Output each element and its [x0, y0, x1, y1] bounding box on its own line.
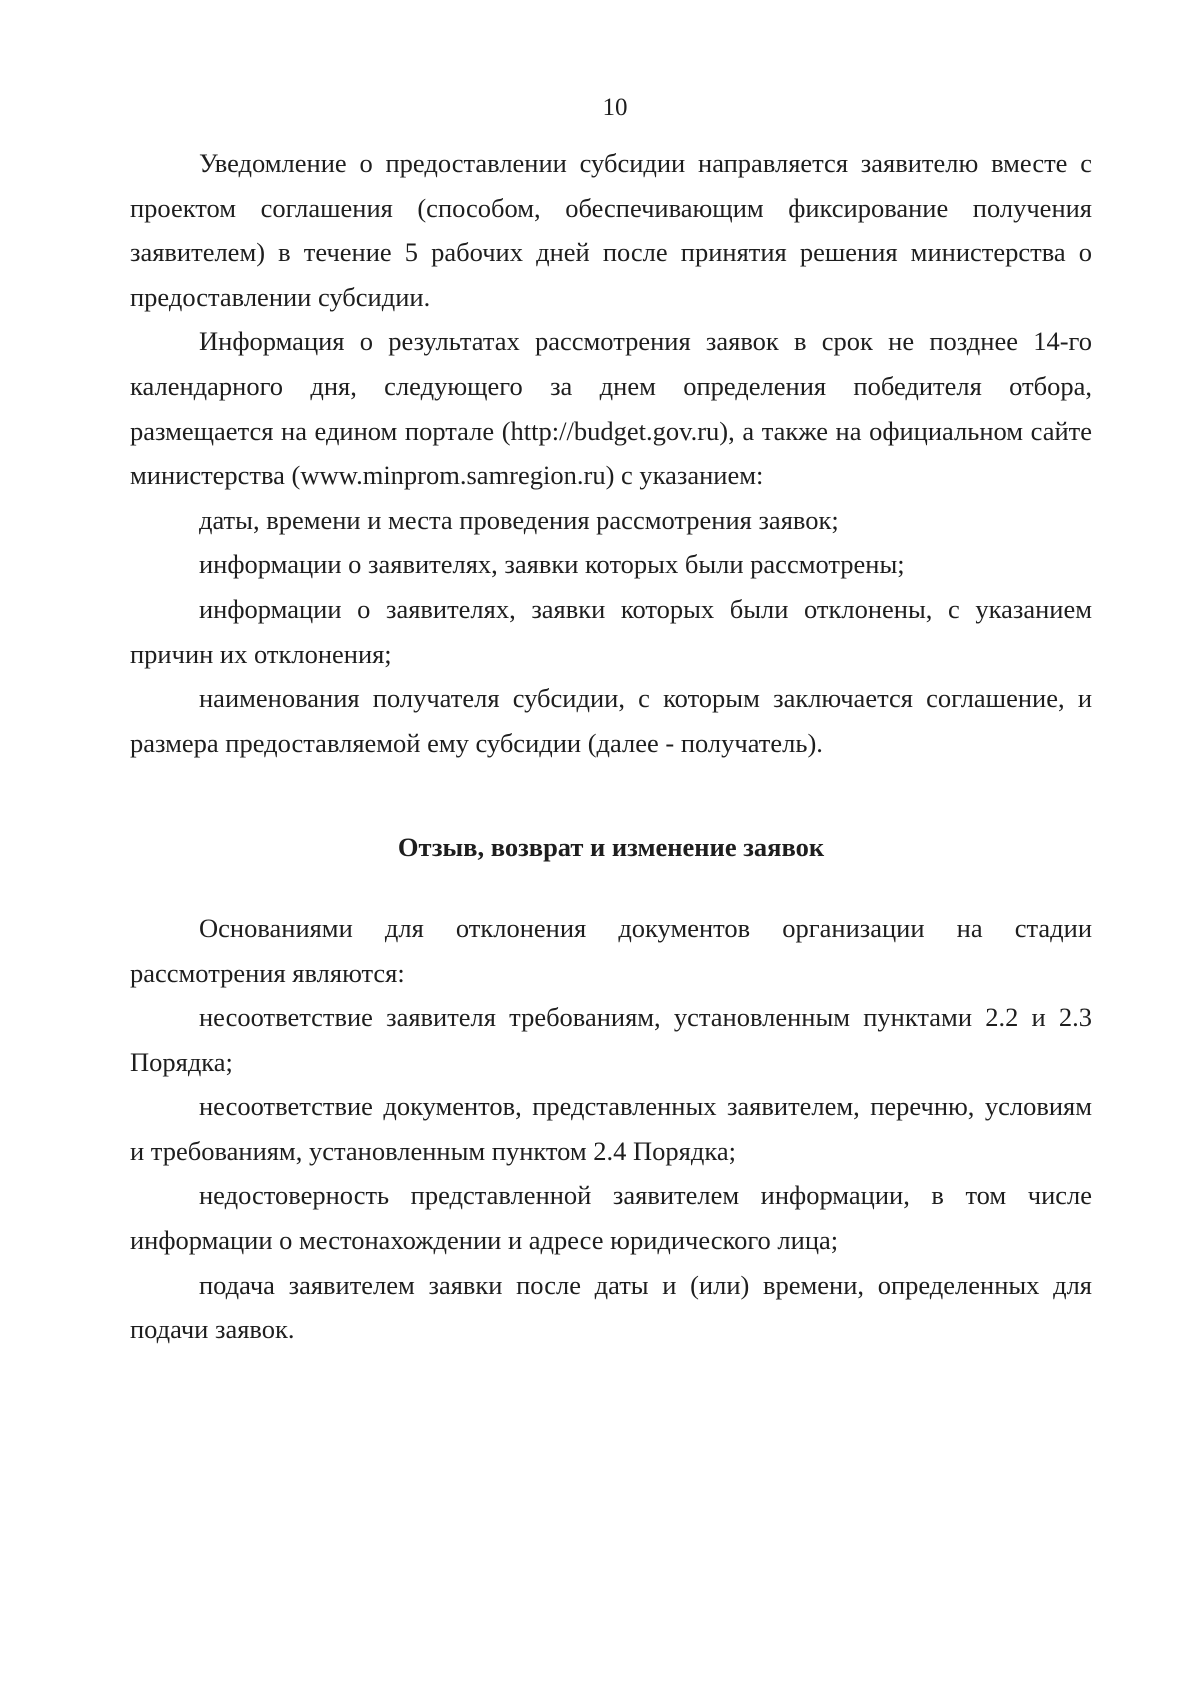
paragraph-rejection-grounds: Основаниями для отклонения документов организации на стадии рассмотрения являются:: [130, 912, 1092, 988]
page-number: 10: [602, 94, 628, 121]
section-heading: Отзыв, возврат и изменение заявок: [397, 832, 825, 863]
paragraph-ground-documents: несоответствие документов, представленных заявителем, перечню, условиям и требованиям, установленным пунктом 2.4 Порядка;: [130, 1091, 1092, 1166]
paragraph-results-info: Информация о результатах рассмотрения заявок в срок не позднее 14-го календарного дня, следующего за днем определения победителя отбора, размещается на едином портале (http://budget.gov.ru), а также на официальном сайте министерства (www.minprom.samregion.ru) с указанием:: [130, 326, 1092, 491]
paragraph-list-item-date: даты, времени и места проведения рассмотрения заявок;: [199, 504, 839, 535]
paragraph-ground-unreliable-info: недостоверность представленной заявителем информации, в том числе информации о местонахождении и адресе юридического лица;: [130, 1180, 1092, 1256]
paragraph-ground-late-submission: подача заявителем заявки после даты и (или) времени, определенных для подачи заявок.: [130, 1269, 1092, 1345]
document-body: [130, 141, 1092, 1352]
paragraph-notification: Уведомление о предоставлении субсидии направляется заявителю вместе с проектом соглашения (способом, обеспечивающим фиксирование получения заявителем) в течение 5 рабочих дней после принятия решения министерства о предоставлении субсидии.: [130, 148, 1092, 312]
paragraph-ground-requirements: несоответствие заявителя требованиям, установленным пунктами 2.2 и 2.3 Порядка;: [130, 1002, 1092, 1077]
paragraph-list-item-reviewed: информации о заявителях, заявки которых были рассмотрены;: [199, 549, 905, 580]
paragraph-list-item-rejected: информации о заявителях, заявки которых были отклонены, с указанием причин их отклонения;: [130, 593, 1092, 669]
paragraph-list-item-recipient: наименования получателя субсидии, с которым заключается соглашение, и размера предоставляемой ему субсидии (далее - получатель).: [130, 683, 1092, 758]
